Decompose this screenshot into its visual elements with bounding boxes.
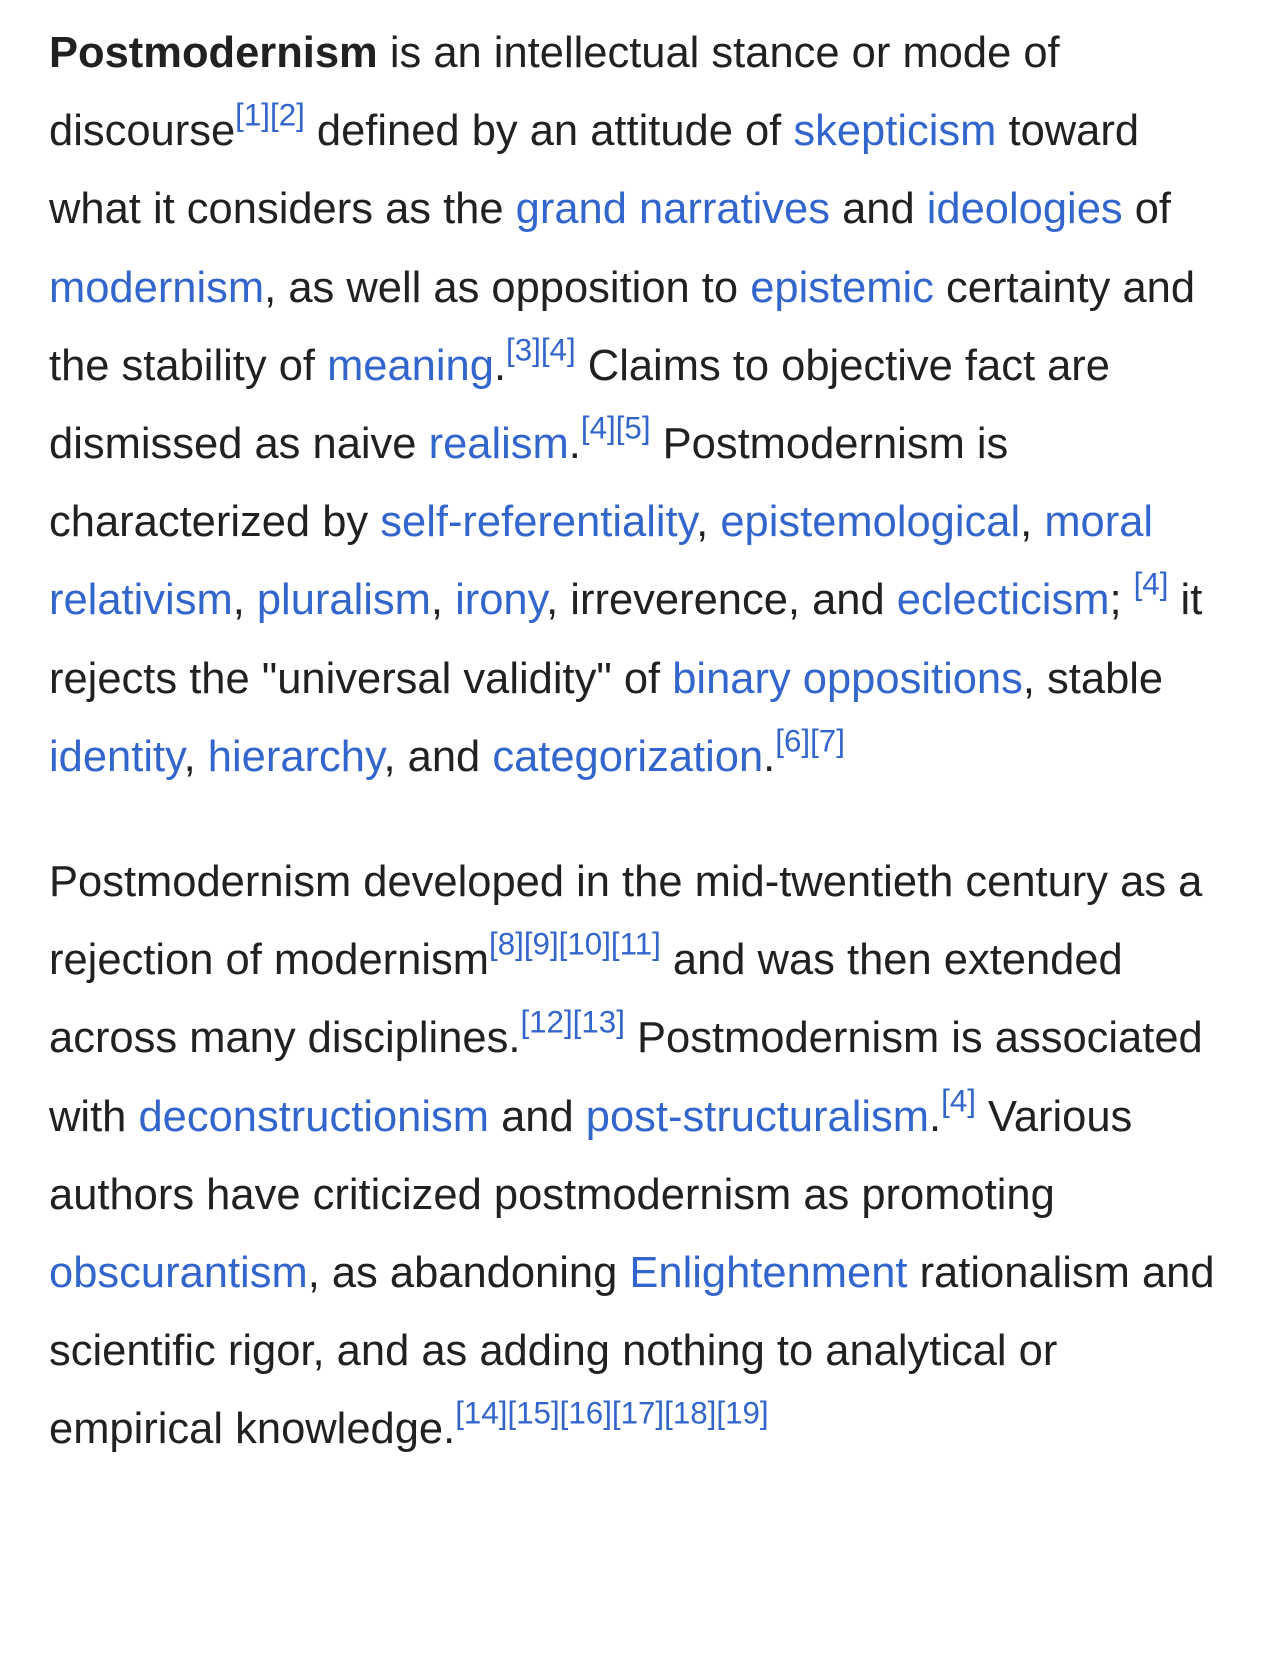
text-run: , and: [383, 732, 493, 781]
citation-group: [489, 927, 661, 962]
link-categorization[interactable]: categorization: [492, 732, 764, 781]
history-paragraph: [49, 843, 1239, 1469]
citation-group: [1134, 567, 1169, 602]
text-run: defined by an attitude of: [304, 107, 794, 156]
citation-group: [520, 1005, 624, 1040]
citation-link-1[interactable]: [1]: [235, 97, 270, 133]
citation-link-11[interactable]: [11]: [610, 926, 661, 962]
text-run: ,: [183, 732, 208, 781]
link-irony[interactable]: irony: [455, 576, 547, 625]
citation-link-3[interactable]: [3]: [506, 332, 541, 368]
link-binary-oppositions[interactable]: binary oppositions: [672, 654, 1023, 703]
citation-link-17[interactable]: [17]: [611, 1396, 665, 1432]
link-self-referentiality[interactable]: self-referentiality: [380, 498, 697, 547]
text-run: .: [929, 1092, 942, 1141]
text-run: .: [763, 732, 776, 781]
link-enlightenment[interactable]: Enlightenment: [629, 1249, 908, 1298]
text-run: Postmodernism is characterized by: [49, 420, 1009, 547]
text-run: ,: [232, 576, 257, 625]
link-hierarchy[interactable]: hierarchy: [207, 732, 384, 781]
link-obscurantism[interactable]: obscurantism: [49, 1249, 308, 1298]
text-run: , as abandoning: [307, 1249, 630, 1298]
text-run: , irreverence, and: [546, 576, 897, 625]
link-grand-narratives[interactable]: grand narratives: [515, 185, 830, 234]
text-run: and: [830, 185, 927, 234]
link-post-structuralism[interactable]: post-structuralism: [585, 1092, 930, 1141]
citation-link-4[interactable]: [4]: [540, 332, 576, 368]
citation-group: [581, 411, 651, 446]
link-epistemological[interactable]: epistemological: [720, 498, 1021, 547]
link-identity[interactable]: identity: [49, 732, 184, 781]
citation-link-16[interactable]: [16]: [559, 1396, 612, 1432]
text-run: , stable: [1022, 654, 1164, 703]
link-skepticism[interactable]: skepticism: [793, 107, 997, 156]
link-moral-relativism[interactable]: moral relativism: [49, 498, 1154, 625]
citation-link-14[interactable]: [14]: [455, 1396, 508, 1432]
text-run: it rejects the "universal validity" of: [49, 576, 1203, 703]
citation-link-12[interactable]: [12]: [520, 1005, 573, 1041]
text-run: rationalism and scientific rigor, and as adding nothing to analytical or empirical knowledge.: [49, 1249, 1215, 1454]
article-body: [49, 14, 1239, 1469]
text-run: Various authors have criticized postmodernism as promoting: [49, 1092, 1133, 1219]
text-run: ;: [1109, 576, 1134, 625]
citation-link-2[interactable]: [2]: [270, 97, 305, 133]
text-run: of: [1122, 185, 1172, 234]
citation-group: [506, 332, 576, 367]
text-run: toward what it considers as the: [49, 107, 1140, 234]
lead-term: Postmodernism: [49, 29, 378, 77]
link-ideologies[interactable]: ideologies: [926, 185, 1123, 234]
citation-link-4[interactable]: [4]: [580, 410, 616, 446]
link-deconstructionism[interactable]: deconstructionism: [138, 1092, 490, 1141]
citation-link-9[interactable]: [9]: [523, 926, 559, 962]
citation-link-13[interactable]: [13]: [572, 1005, 625, 1041]
text-run: and was then extended across many disciplines.: [49, 936, 1123, 1063]
text-run: .: [568, 420, 581, 469]
text-run: is an intellectual stance or mode of discourse: [49, 29, 1060, 156]
text-run: certainty and the stability of: [49, 263, 1196, 390]
citation-link-18[interactable]: [18]: [664, 1396, 717, 1432]
citation-link-5[interactable]: [5]: [615, 410, 651, 446]
citation-link-6[interactable]: [6]: [775, 723, 811, 759]
citation-link-8[interactable]: [8]: [489, 926, 524, 962]
citation-link-7[interactable]: [7]: [810, 723, 845, 759]
link-pluralism[interactable]: pluralism: [256, 576, 431, 625]
citation-link-15[interactable]: [15]: [507, 1396, 560, 1432]
lead-paragraph: [49, 14, 1239, 796]
link-meaning[interactable]: meaning: [327, 341, 494, 390]
text-run: ,: [1020, 498, 1045, 547]
text-run: ,: [696, 498, 721, 547]
citation-group: [775, 723, 845, 758]
link-eclecticism[interactable]: eclecticism: [896, 576, 1110, 625]
link-modernism[interactable]: modernism: [49, 263, 265, 312]
text-run: , as well as opposition to: [264, 263, 751, 312]
citation-group: [235, 98, 305, 133]
link-realism[interactable]: realism: [428, 420, 569, 469]
citation-group: [941, 1083, 976, 1118]
text-run: .: [493, 341, 507, 390]
text-run: Postmodernism is associated with: [49, 1014, 1203, 1141]
citation-link-19[interactable]: [19]: [716, 1396, 769, 1432]
text-run: Postmodernism developed in the mid-twentieth century as a rejection of modernism: [49, 858, 1203, 985]
citation-group: [455, 1396, 768, 1431]
text-run: and: [489, 1092, 586, 1141]
citation-link-4[interactable]: [4]: [1133, 567, 1169, 603]
text-run: ,: [430, 576, 456, 625]
text-run: Claims to objective fact are dismissed as naive: [49, 341, 1110, 469]
citation-link-4[interactable]: [4]: [941, 1083, 976, 1119]
citation-link-10[interactable]: [10]: [558, 926, 611, 962]
link-epistemic[interactable]: epistemic: [750, 263, 934, 312]
